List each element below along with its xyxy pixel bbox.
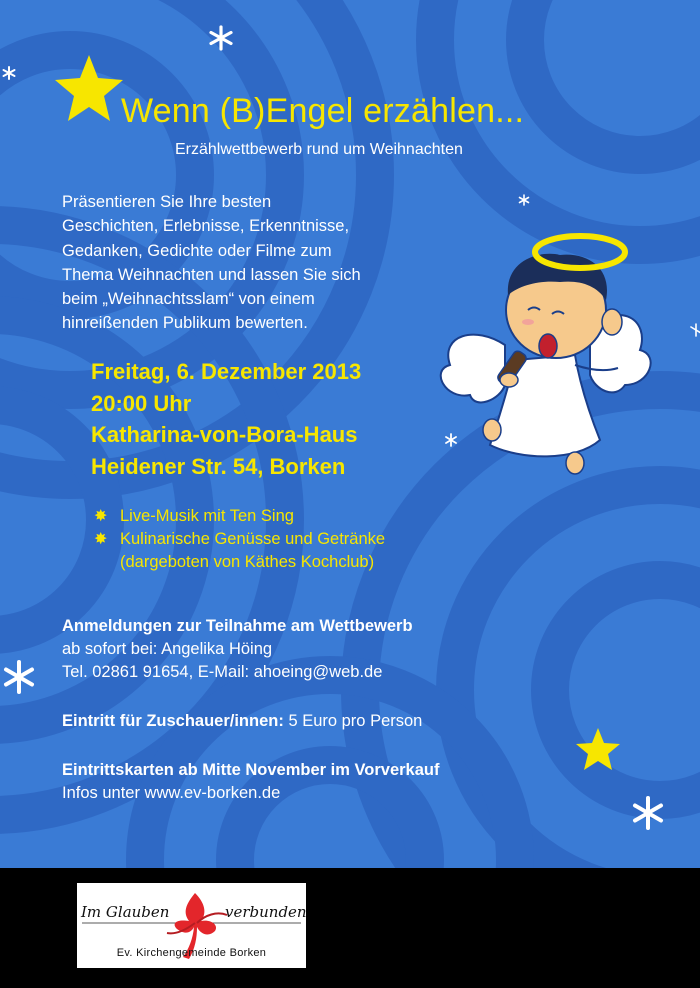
list-item-continuation	[92, 551, 385, 574]
event-details	[91, 356, 361, 482]
tickets-info-link: Infos unter www.ev-borken.de	[62, 784, 281, 802]
admission-price: 5 Euro pro Person	[288, 712, 423, 730]
highlights-list	[92, 505, 385, 574]
asterisk-bullet-icon: ✸	[94, 531, 108, 548]
list-item	[92, 528, 385, 551]
registration-heading: Anmeldungen zur Teilnahme am Wettbewerb	[62, 617, 413, 635]
highlight-food: Kulinarische Genüsse und Getränke	[120, 530, 386, 548]
page-title: Wenn (B)Engel erzählen...	[121, 92, 525, 130]
intro-text	[62, 190, 442, 336]
event-time: 20:00 Uhr	[91, 390, 192, 416]
subtitle: Erzählwettbewerb rund um Weihnachten	[175, 141, 463, 158]
event-date: Freitag, 6. Dezember 2013	[91, 359, 362, 384]
logo-caption: Ev. Kirchengemeinde Borken	[116, 947, 267, 959]
logo-script-right: verbunden	[225, 903, 307, 921]
intro-line: Geschichten, Erlebnisse, Erkenntnisse,	[62, 217, 350, 236]
admission-block	[62, 710, 422, 733]
intro-line: Präsentieren Sie Ihre besten	[62, 193, 272, 211]
logo-script-left: Im Glauben	[81, 903, 170, 921]
asterisk-bullet-icon: ✸	[94, 508, 108, 525]
event-venue: Katharina-von-Bora-Haus	[91, 422, 358, 447]
registration-phone-email: Tel. 02861 91654, E-Mail: ahoeing@web.de	[62, 663, 383, 681]
intro-line: Thema Weihnachten und lassen Sie sich	[62, 265, 361, 284]
registration-contact: ab sofort bei: Angelika Höing	[62, 640, 273, 658]
tickets-block	[62, 759, 439, 805]
admission-label: Eintritt für Zuschauer/innen:	[62, 712, 284, 730]
highlight-food-note: (dargeboten von Käthes Kochclub)	[120, 553, 375, 571]
list-item	[92, 505, 385, 528]
intro-line: Gedanken, Gedichte oder Filme zum	[62, 241, 332, 260]
registration-block	[62, 615, 413, 684]
intro-line: beim „Weihnachtsslam“ von einem	[62, 290, 315, 309]
highlight-music: Live-Musik mit Ten Sing	[120, 507, 294, 525]
church-logo	[77, 883, 306, 968]
event-address: Heidener Str. 54, Borken	[91, 453, 346, 479]
intro-line: hinreißenden Publikum bewerten.	[62, 314, 308, 333]
tickets-heading: Eintrittskarten ab Mitte November im Vorverkauf	[62, 761, 440, 779]
